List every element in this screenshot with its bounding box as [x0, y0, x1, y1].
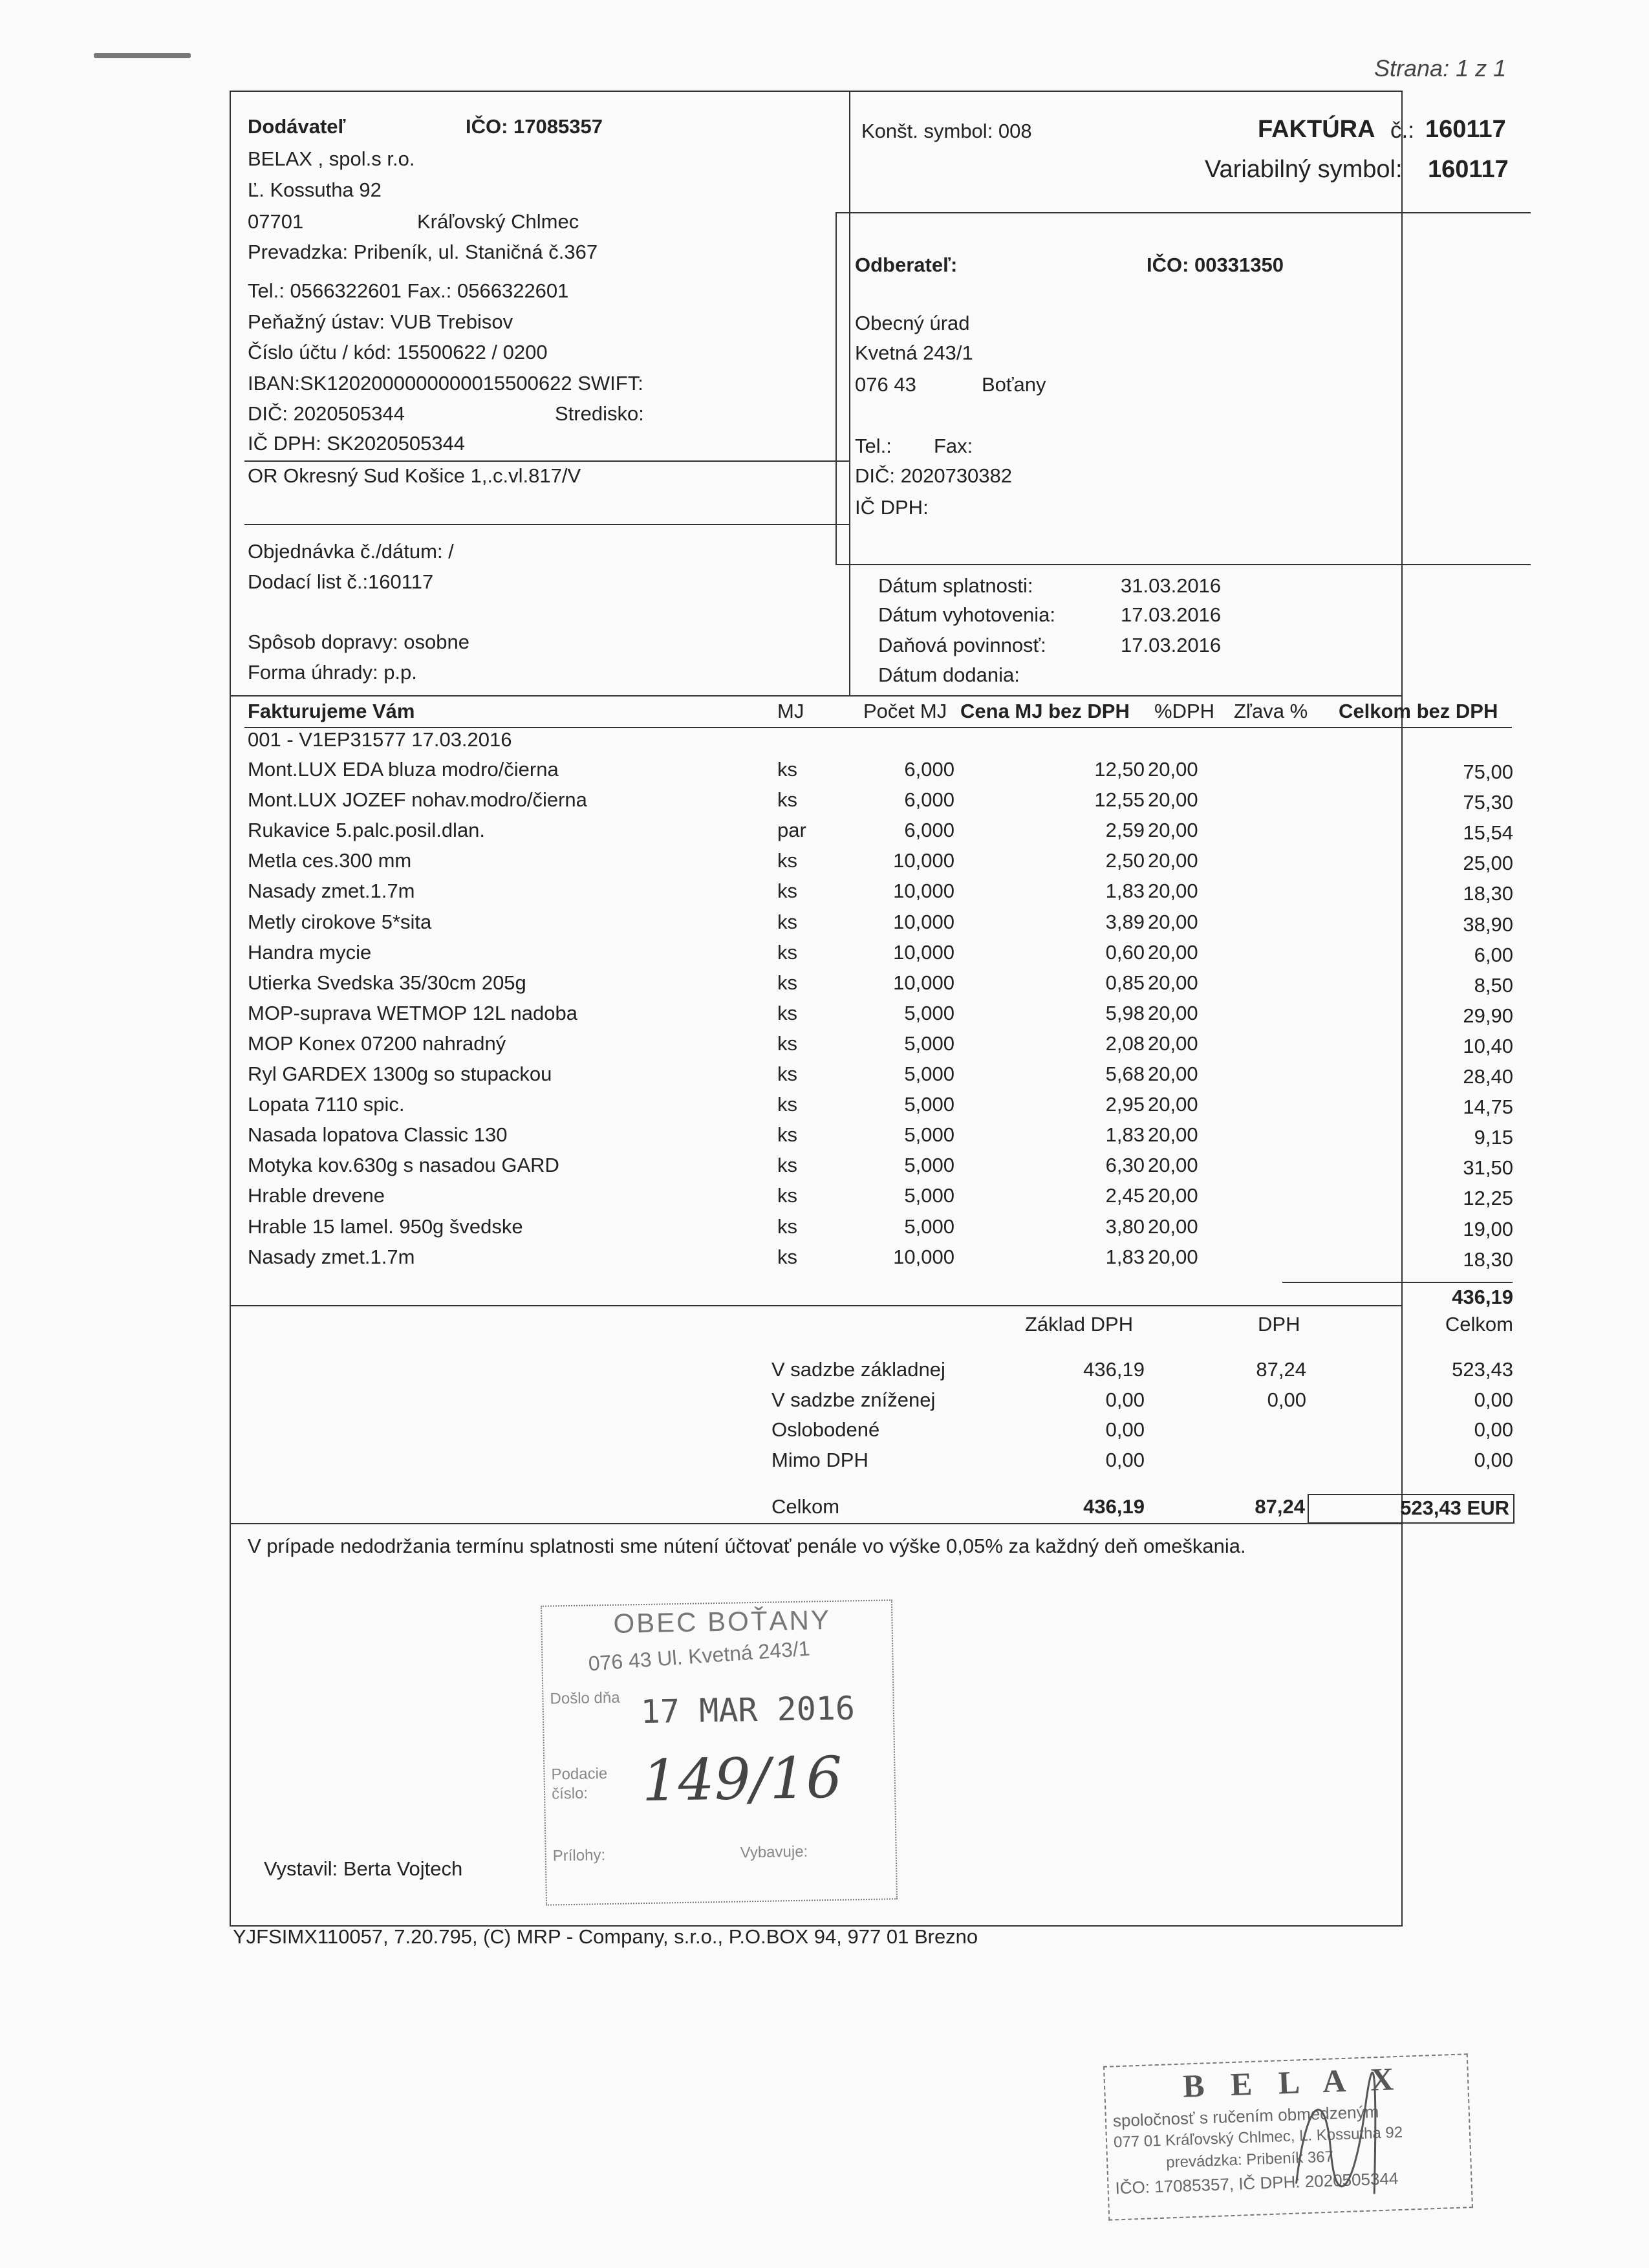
item-quantity: 5,000: [904, 1032, 954, 1055]
stamp-handled-label: Vybavuje:: [740, 1842, 808, 1862]
item-unit-price: 5,98: [1105, 1002, 1145, 1024]
summary-row-label: V sadzbe základnej: [771, 1358, 945, 1381]
col-header-item: Fakturujeme Vám: [248, 700, 415, 722]
supplier-title: Dodávateľ: [248, 115, 346, 138]
item-unit-price: 1,83: [1105, 1123, 1145, 1146]
item-unit-price: 1,83: [1105, 880, 1145, 902]
item-unit-price: 1,83: [1105, 1246, 1145, 1268]
item-vat-rate: 20,00: [1148, 758, 1198, 781]
software-footer: YJFSIMX110057, 7.20.795, (C) MRP - Company, s.r.o., P.O.BOX 94, 977 01 Brezno: [233, 1925, 978, 1948]
supplier-bank: Peňažný ústav: VUB Trebisov: [248, 310, 513, 333]
item-unit: ks: [777, 1032, 797, 1055]
customer-city: Boťany: [982, 373, 1046, 396]
item-total: 8,50: [1474, 974, 1513, 997]
item-total: 14,75: [1463, 1096, 1513, 1118]
summary-row-label: Mimo DPH: [771, 1449, 868, 1471]
item-name: Ryl GARDEX 1300g so stupackou: [248, 1063, 552, 1085]
supplier-center: Stredisko:: [555, 402, 644, 425]
item-vat-rate: 20,00: [1148, 941, 1198, 964]
supplier-account: Číslo účtu / kód: 15500622 / 0200: [248, 341, 548, 363]
item-quantity: 6,000: [904, 758, 954, 781]
item-unit: ks: [777, 1246, 797, 1268]
supplier-ico: IČO: 17085357: [466, 115, 603, 138]
order-reference: 001 - V1EP31577 17.03.2016: [248, 728, 512, 751]
item-unit: ks: [777, 911, 797, 933]
summary-row-total: 0,00: [1474, 1388, 1513, 1411]
item-quantity: 10,000: [893, 880, 954, 902]
variable-symbol: 160117: [1428, 156, 1509, 183]
supplier-city: Kráľovský Chlmec: [417, 210, 579, 233]
item-name: Nasada lopatova Classic 130: [248, 1123, 508, 1146]
item-quantity: 5,000: [904, 1123, 954, 1146]
item-name: Lopata 7110 spic.: [248, 1093, 405, 1116]
item-vat-rate: 20,00: [1148, 849, 1198, 872]
item-unit: par: [777, 819, 806, 841]
due-date-value: 31.03.2016: [1121, 574, 1222, 597]
subtotal-value: 436,19: [1452, 1286, 1513, 1308]
supplier-street: Ľ. Kossutha 92: [248, 178, 382, 201]
col-header-unit: MJ: [777, 700, 804, 722]
constant-symbol: Konšt. symbol: 008: [861, 120, 1032, 142]
item-total: 25,00: [1463, 852, 1513, 874]
item-quantity: 5,000: [904, 1184, 954, 1207]
item-quantity: 5,000: [904, 1215, 954, 1238]
delivery-date-label: Dátum dodania:: [878, 664, 1020, 686]
summary-header-total: Celkom: [1445, 1313, 1513, 1335]
item-unit: ks: [777, 971, 797, 994]
item-unit-price: 6,30: [1105, 1154, 1145, 1176]
supplier-block-bottom: [244, 524, 849, 525]
stamp-municipality: OBEC BOŤANY: [613, 1604, 832, 1639]
item-vat-rate: 20,00: [1148, 1246, 1198, 1268]
summary-bottom-line: [230, 1523, 1401, 1524]
supplier-underline: [244, 460, 849, 462]
supplier-zip: 07701: [248, 210, 304, 233]
supplier-dic: DIČ: 2020505344: [248, 402, 405, 425]
customer-zip: 076 43: [855, 373, 916, 396]
transport-method: Spôsob dopravy: osobne: [248, 631, 469, 653]
signature-scribble: [1267, 2070, 1401, 2204]
item-vat-rate: 20,00: [1148, 1032, 1198, 1055]
table-bottom-line: [230, 1305, 1401, 1306]
item-vat-rate: 20,00: [1148, 788, 1198, 811]
item-quantity: 6,000: [904, 788, 954, 811]
item-vat-rate: 20,00: [1148, 1063, 1198, 1085]
stamp-date: 17 MAR 2016: [640, 1689, 856, 1731]
item-unit-price: 3,89: [1105, 911, 1145, 933]
item-unit: ks: [777, 941, 797, 964]
supplier-iban: IBAN:SK1202000000000015500622 SWIFT:: [248, 372, 643, 394]
item-total: 29,90: [1463, 1004, 1513, 1027]
stamp-company-address: 077 01 Kráľovský Chlmec, L. Kossutha 92: [1113, 2123, 1403, 2152]
item-unit: ks: [777, 880, 797, 902]
item-unit: ks: [777, 1093, 797, 1116]
summary-row-base: 436,19: [1083, 1358, 1145, 1381]
item-name: Hrable 15 lamel. 950g švedske: [248, 1215, 523, 1238]
item-unit-price: 2,95: [1105, 1093, 1145, 1116]
supplier-phone: Tel.: 0566322601 Fax.: 0566322601: [248, 279, 569, 302]
summary-row-vat: 87,24: [1256, 1358, 1306, 1381]
issued-by: Vystavil: Berta Vojtech: [264, 1857, 463, 1880]
tax-date-label: Daňová povinnosť:: [878, 634, 1046, 656]
item-total: 18,30: [1463, 882, 1513, 905]
summary-row-vat: 0,00: [1267, 1388, 1306, 1411]
item-unit-price: 2,50: [1105, 849, 1145, 872]
item-total: 19,00: [1463, 1218, 1513, 1240]
item-name: Rukavice 5.palc.posil.dlan.: [248, 819, 486, 841]
supplier-register: OR Okresný Sud Košice 1,.c.vl.817/V: [248, 464, 581, 487]
item-unit: ks: [777, 1184, 797, 1207]
item-unit: ks: [777, 1123, 797, 1146]
issue-date-value: 17.03.2016: [1121, 603, 1222, 626]
customer-name: Obecný úrad: [855, 312, 970, 334]
customer-icdph: IČ DPH:: [855, 496, 929, 519]
item-quantity: 5,000: [904, 1002, 954, 1024]
due-date-label: Dátum splatnosti:: [878, 574, 1033, 597]
supplier-icdph: IČ DPH: SK2020505344: [248, 432, 466, 455]
item-quantity: 10,000: [893, 1246, 954, 1268]
stamp-date-label: Došlo dňa: [550, 1689, 620, 1708]
delivery-note: Dodací list č.:160117: [248, 570, 434, 593]
table-top-line: [230, 695, 1401, 697]
item-name: MOP Konex 07200 nahradný: [248, 1032, 506, 1055]
grand-total-vat: 87,24: [1255, 1495, 1305, 1518]
customer-title: Odberateľ:: [855, 254, 958, 276]
item-name: Metly cirokove 5*sita: [248, 911, 432, 933]
customer-tel: Tel.:: [855, 435, 892, 457]
item-vat-rate: 20,00: [1148, 1123, 1198, 1146]
subtotal-line: [1282, 1282, 1513, 1283]
stamp-company-ids: IČO: 17085357, IČ DPH: 2020505344: [1115, 2168, 1399, 2198]
item-unit-price: 0,85: [1105, 971, 1145, 994]
item-vat-rate: 20,00: [1148, 1002, 1198, 1024]
item-quantity: 5,000: [904, 1154, 954, 1176]
item-quantity: 10,000: [893, 971, 954, 994]
grand-total-amount: 523,43 EUR: [1400, 1496, 1509, 1519]
stamp-company-logo: B E L A X: [1182, 2060, 1403, 2104]
customer-ico: IČO: 00331350: [1147, 254, 1284, 276]
item-total: 38,90: [1463, 913, 1513, 936]
item-unit-price: 2,08: [1105, 1032, 1145, 1055]
item-quantity: 10,000: [893, 911, 954, 933]
scan-artifact: [94, 53, 191, 58]
item-total: 10,40: [1463, 1035, 1513, 1057]
item-total: 28,40: [1463, 1065, 1513, 1088]
item-name: Nasady zmet.1.7m: [248, 1246, 415, 1268]
item-unit-price: 2,59: [1105, 819, 1145, 841]
summary-row-total: 0,00: [1474, 1418, 1513, 1441]
item-unit-price: 2,45: [1105, 1184, 1145, 1207]
variable-symbol-label: Variabilný symbol:: [1205, 156, 1403, 183]
stamp-reg-label: Podacie číslo:: [551, 1765, 608, 1803]
invoice-number: 160117: [1425, 116, 1506, 143]
item-quantity: 5,000: [904, 1063, 954, 1085]
item-total: 6,00: [1474, 944, 1513, 966]
summary-row-label: V sadzbe zníženej: [771, 1388, 936, 1411]
page-number: Strana: 1 z 1: [1374, 55, 1507, 81]
item-vat-rate: 20,00: [1148, 1184, 1198, 1207]
item-unit: ks: [777, 1063, 797, 1085]
item-vat-rate: 20,00: [1148, 971, 1198, 994]
col-header-vat: %DPH: [1154, 700, 1215, 722]
item-unit-price: 12,50: [1094, 758, 1145, 781]
col-header-qty: Počet MJ: [863, 700, 947, 722]
summary-row-total: 523,43: [1452, 1358, 1513, 1381]
item-unit-price: 3,80: [1105, 1215, 1145, 1238]
issue-date-label: Dátum vyhotovenia:: [878, 603, 1055, 626]
item-total: 75,30: [1463, 791, 1513, 814]
supplier-stamp: [1103, 2053, 1473, 2221]
item-unit-price: 5,68: [1105, 1063, 1145, 1085]
item-name: Handra mycie: [248, 941, 372, 964]
item-total: 18,30: [1463, 1248, 1513, 1271]
stamp-reg-number: 149/16: [641, 1744, 843, 1815]
tax-date-value: 17.03.2016: [1121, 634, 1222, 656]
item-total: 9,15: [1474, 1126, 1513, 1149]
summary-row-label: Oslobodené: [771, 1418, 880, 1441]
item-unit: ks: [777, 1002, 797, 1024]
item-name: Mont.LUX EDA bluza modro/čierna: [248, 758, 559, 781]
item-total: 31,50: [1463, 1156, 1513, 1179]
summary-header-base: Základ DPH: [1025, 1313, 1134, 1335]
item-unit: ks: [777, 788, 797, 811]
item-quantity: 10,000: [893, 941, 954, 964]
summary-row-total: 0,00: [1474, 1449, 1513, 1471]
penalty-note: V prípade nedodržania termínu splatnosti sme nútení účtovať penále vo výške 0,05% za každný deň omeškania.: [248, 1535, 1246, 1557]
item-name: Hrable drevene: [248, 1184, 385, 1207]
item-unit: ks: [777, 849, 797, 872]
grand-total-base: 436,19: [1083, 1495, 1145, 1518]
item-vat-rate: 20,00: [1148, 1215, 1198, 1238]
item-unit: ks: [777, 758, 797, 781]
item-vat-rate: 20,00: [1148, 1093, 1198, 1116]
col-header-price: Cena MJ bez DPH: [960, 700, 1130, 722]
item-name: Mont.LUX JOZEF nohav.modro/čierna: [248, 788, 587, 811]
item-quantity: 10,000: [893, 849, 954, 872]
stamp-company-branch: prevádzka: Pribeník 367: [1165, 2148, 1334, 2172]
item-total: 75,00: [1463, 761, 1513, 783]
item-name: Utierka Svedska 35/30cm 205g: [248, 971, 526, 994]
invoice-label: FAKTÚRA: [1258, 116, 1375, 143]
order-number: Objednávka č./dátum: /: [248, 540, 454, 563]
item-unit-price: 12,55: [1094, 788, 1145, 811]
item-unit-price: 0,60: [1105, 941, 1145, 964]
summary-row-base: 0,00: [1105, 1449, 1145, 1471]
item-unit: ks: [777, 1215, 797, 1238]
payment-method: Forma úhrady: p.p.: [248, 661, 417, 684]
item-vat-rate: 20,00: [1148, 819, 1198, 841]
item-total: 12,25: [1463, 1187, 1513, 1209]
grand-total-label: Celkom: [771, 1495, 840, 1518]
stamp-company-type: spoločnosť s ručením obmedzeným: [1112, 2102, 1379, 2131]
item-vat-rate: 20,00: [1148, 1154, 1198, 1176]
received-stamp: [541, 1599, 898, 1905]
col-header-discount: Zľava %: [1234, 700, 1308, 722]
customer-dic: DIČ: 2020730382: [855, 464, 1013, 487]
item-vat-rate: 20,00: [1148, 880, 1198, 902]
item-name: MOP-suprava WETMOP 12L nadoba: [248, 1002, 578, 1024]
item-name: Metla ces.300 mm: [248, 849, 412, 872]
summary-header-vat: DPH: [1258, 1313, 1300, 1335]
item-quantity: 5,000: [904, 1093, 954, 1116]
item-vat-rate: 20,00: [1148, 911, 1198, 933]
customer-fax: Fax:: [934, 435, 973, 457]
invoice-number-prefix: č.:: [1390, 118, 1414, 143]
stamp-address: 076 43 Ul. Kvetná 243/1: [587, 1636, 811, 1676]
col-header-total: Celkom bez DPH: [1339, 700, 1498, 722]
supplier-name: BELAX , spol.s r.o.: [248, 147, 415, 170]
stamp-attachments-label: Prílohy:: [552, 1846, 606, 1865]
item-name: Motyka kov.630g s nasadou GARD: [248, 1154, 559, 1176]
customer-street: Kvetná 243/1: [855, 341, 973, 364]
grand-total-box: [1308, 1494, 1514, 1524]
item-name: Nasady zmet.1.7m: [248, 880, 415, 902]
item-unit: ks: [777, 1154, 797, 1176]
supplier-branch: Prevadzka: Pribeník, ul. Staničná č.367: [248, 241, 598, 263]
item-total: 15,54: [1463, 821, 1513, 844]
item-quantity: 6,000: [904, 819, 954, 841]
summary-row-base: 0,00: [1105, 1388, 1145, 1411]
summary-row-base: 0,00: [1105, 1418, 1145, 1441]
